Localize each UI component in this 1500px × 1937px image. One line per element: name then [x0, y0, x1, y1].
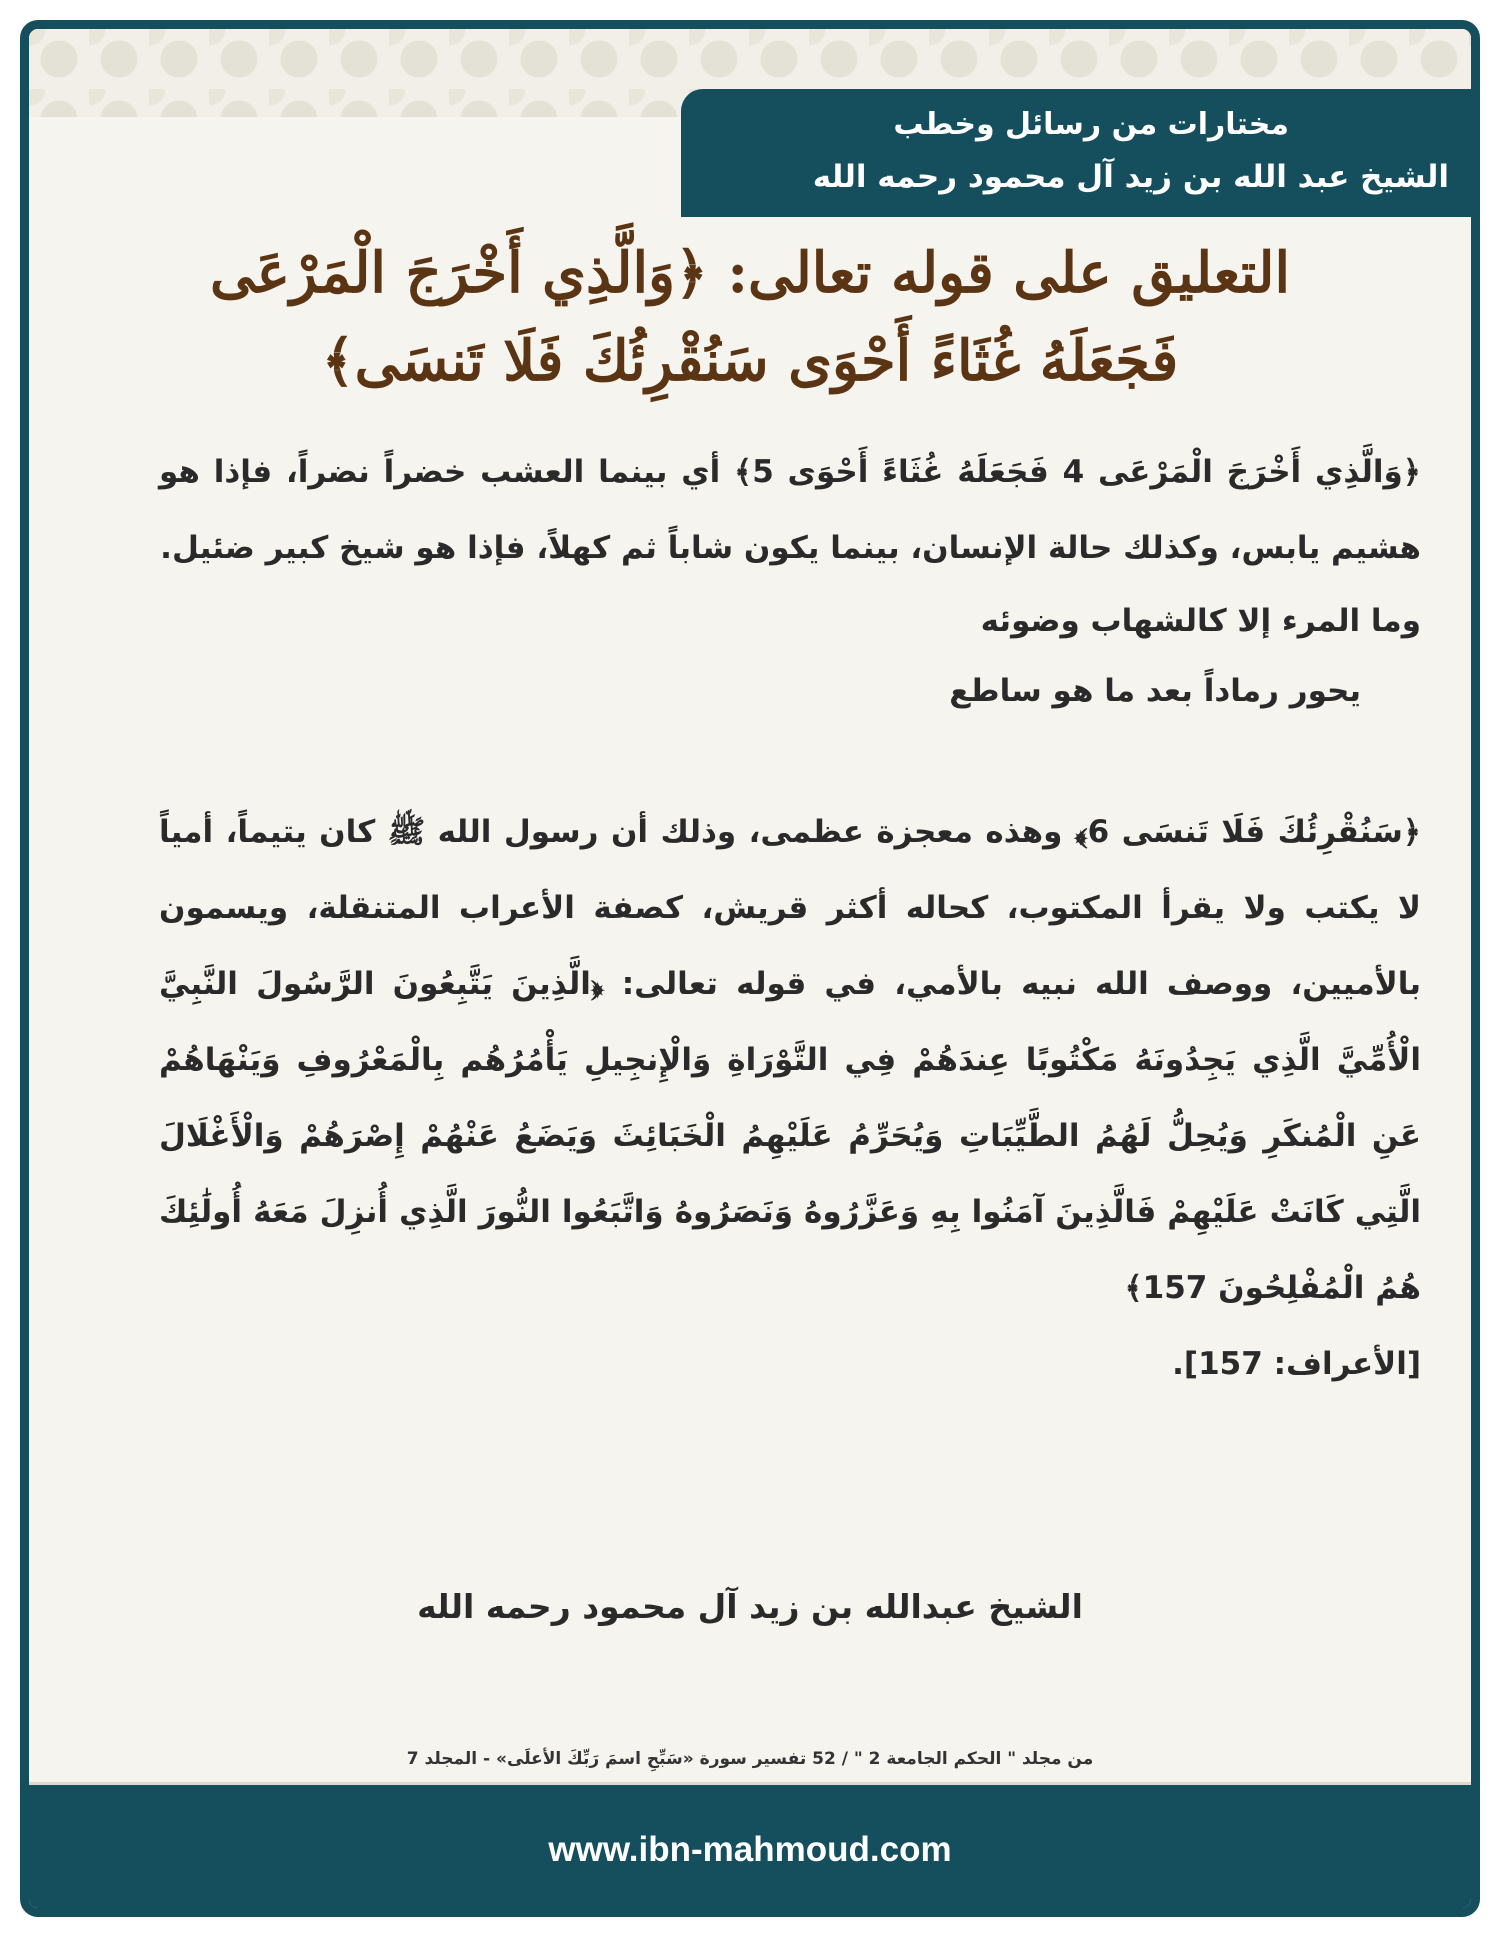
paragraph-2: ﴿سَنُقْرِئُكَ فَلَا تَنسَى 6﴾ وهذه معجزة عظمى، وذلك أن رسول الله ﷺ كان يتيماً، أمياً لا يكتب ولا يقرأ المكتوب، كحاله أكثر قريش، كصفة الأعراب المتنقلة، ويسمون بالأميين، ووصف الله نبيه بالأمي، في قوله تعالى: ﴿الَّذِينَ يَتَّبِعُونَ الرَّسُولَ النَّبِيَّ الْأُمِّيَّ الَّذِي يَجِدُونَهُ مَكْتُوبًا عِندَهُمْ فِي التَّوْرَاةِ وَالْإِنجِيلِ يَأْمُرُهُم بِالْمَعْرُوفِ وَيَنْهَاهُمْ عَنِ الْمُنكَرِ وَيُحِلُّ لَهُمُ الطَّيِّبَاتِ وَيُحَرِّمُ عَلَيْهِمُ الْخَبَائِثَ وَيَضَعُ عَنْهُمْ إِصْرَهُمْ وَالْأَغْلَالَ الَّتِي كَانَتْ عَلَيْهِمْ فَالَّذِينَ آمَنُوا بِهِ وَعَزَّرُوهُ وَنَصَرُوهُ وَاتَّبَعُوا النُّورَ الَّذِي أُنزِلَ مَعَهُ أُولَٰئِكَ هُمُ الْمُفْلِحُونَ 157﴾	[159, 814, 1421, 1306]
page-title	[89, 229, 1411, 405]
quran-reference: [الأعراف: 157].	[1172, 1346, 1421, 1382]
series-title: مختارات من رسائل وخطب	[893, 107, 1289, 142]
website-link[interactable]: www.ibn-mahmoud.com	[548, 1829, 952, 1869]
author-name: الشيخ عبد الله بن زيد آل محمود رحمه الله	[812, 159, 1449, 195]
poem-verse-2: يحور رماداً بعد ما هو ساطع	[949, 673, 1361, 709]
footer-bar	[29, 1785, 1471, 1908]
poem-verse-1: وما المرء إلا كالشهاب وضوئه	[980, 603, 1421, 639]
title-line-2: فَجَعَلَهُ غُثَاءً أَحْوَى سَنُقْرِئُكَ فَلَا تَنسَى﴾	[321, 328, 1179, 394]
poem	[159, 586, 1421, 726]
source-citation: من مجلد " الحكم الجامعة 2 " / 52 تفسير سورة «سَبِّحِ اسمَ رَبِّكَ الأعلَى» - المجلد 7	[406, 1749, 1094, 1769]
signature: الشيخ عبدالله بن زيد آل محمود رحمه الله	[417, 1587, 1083, 1626]
paragraph-1: ﴿وَالَّذِي أَخْرَجَ الْمَرْعَى 4 فَجَعَلَهُ غُثَاءً أَحْوَى 5﴾ أي بينما العشب خضراً نضراً، فإذا هو هشيم يابس، وكذلك حالة الإنسان، بينما يكون شاباً ثم كهلاً، فإذا هو شيخ كبير ضئيل.	[159, 454, 1421, 566]
spacer	[159, 726, 1421, 794]
series-header	[681, 89, 1471, 217]
page-frame	[20, 20, 1480, 1917]
title-line-1: التعليق على قوله تعالى: ﴿وَالَّذِي أَخْرَجَ الْمَرْعَى	[209, 240, 1291, 306]
article-body	[159, 434, 1421, 1402]
